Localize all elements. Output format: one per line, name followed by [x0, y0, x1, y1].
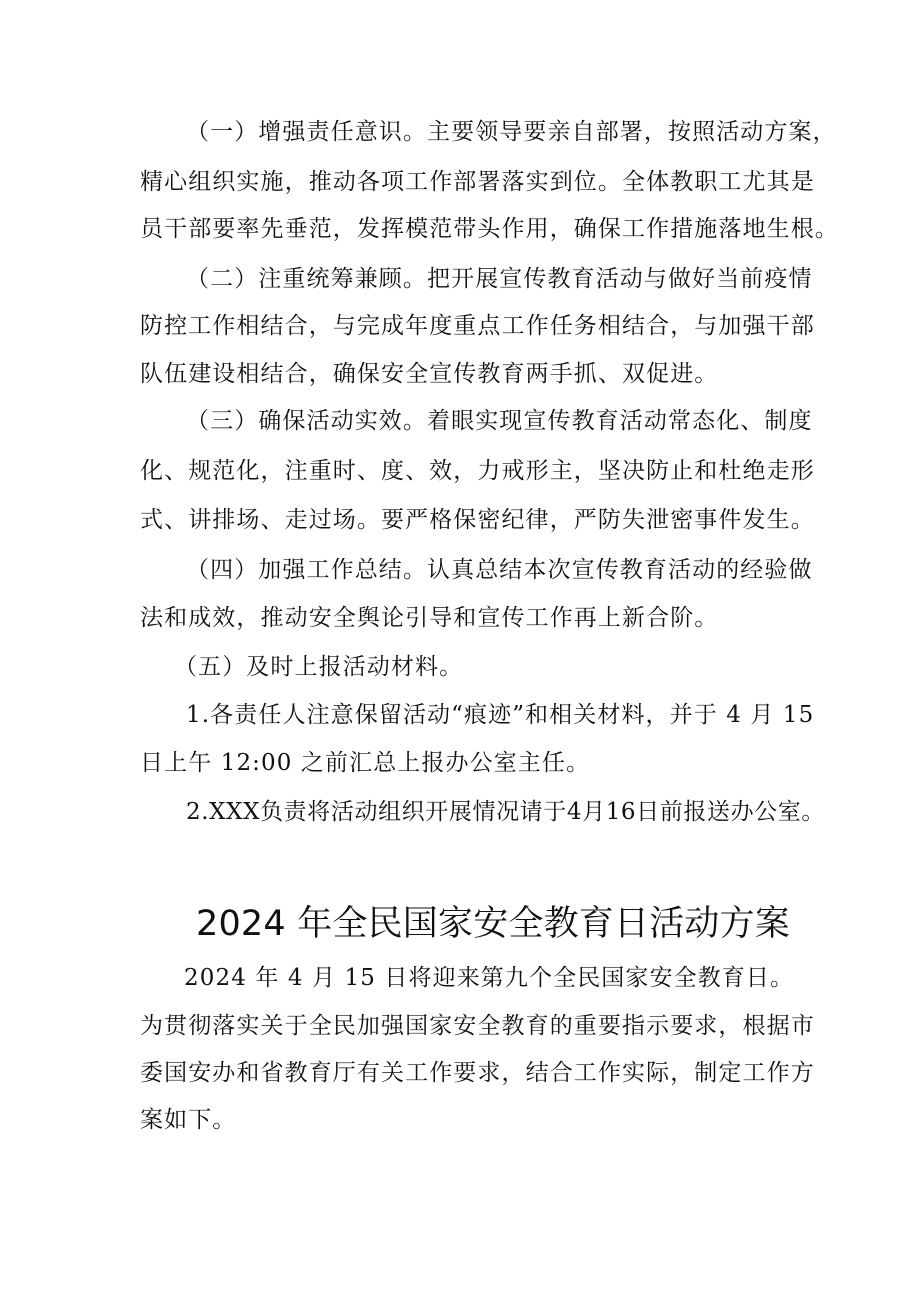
paragraph-3-line-3: 式、讲排场、走过场。要严格保密纪律，严防失泄密事件发生。	[140, 507, 815, 533]
intro-line-3: 委国安办和省教育厅有关工作要求，结合工作实际，制定工作方	[140, 1060, 815, 1086]
paragraph-3-line-1: （三）确保活动实效。着眼实现宣传教育活动常态化、制度	[186, 408, 813, 434]
paragraph-1-line-1: （一）增强责任意识。主要领导要亲自部署，按照活动方案，	[186, 119, 837, 145]
list-item-2: 2.XXX负责将活动组织开展情况请于4月16日前报送办公室。	[186, 799, 825, 825]
intro-line-4: 案如下。	[140, 1107, 237, 1133]
list-item-1-line-1: 1.各责任人注意保留活动“痕迹”和相关材料，并于 4 月 15	[186, 702, 815, 728]
paragraph-2-line-2: 防控工作相结合，与完成年度重点工作任务相结合，与加强干部	[140, 313, 815, 339]
paragraph-1-line-3: 员干部要率先垂范，发挥模范带头作用，确保工作措施落地生根。	[140, 216, 839, 242]
list-item-1-line-2: 日上午 12:00 之前汇总上报办公室主任。	[140, 750, 591, 776]
paragraph-3-line-2: 化、规范化，注重时、度、效，力戒形主，坚决防止和杜绝走形	[140, 458, 815, 484]
document-title: 2024 年全民国家安全教育日活动方案	[196, 904, 790, 944]
paragraph-4-line-2: 法和成效，推动安全舆论引导和宣传工作再上新合阶。	[140, 605, 719, 631]
intro-line-2: 为贯彻落实关于全民加强国家安全教育的重要指示要求，根据市	[140, 1013, 815, 1039]
intro-line-1: 2024 年 4 月 15 日将迎来第九个全民国家安全教育日。	[184, 965, 795, 991]
paragraph-4-line-1: （四）加强工作总结。认真总结本次宣传教育活动的经验做	[186, 557, 813, 583]
paragraph-2-line-3: 队伍建设相结合，确保安全宣传教育两手抓、双促进。	[140, 361, 719, 387]
paragraph-2-line-1: （二）注重统筹兼顾。把开展宣传教育活动与做好当前疫情	[186, 266, 813, 292]
paragraph-1-line-2: 精心组织实施，推动各项工作部署落实到位。全体教职工尤其是	[140, 169, 815, 195]
paragraph-5-heading: （五）及时上报活动材料。	[174, 654, 464, 680]
